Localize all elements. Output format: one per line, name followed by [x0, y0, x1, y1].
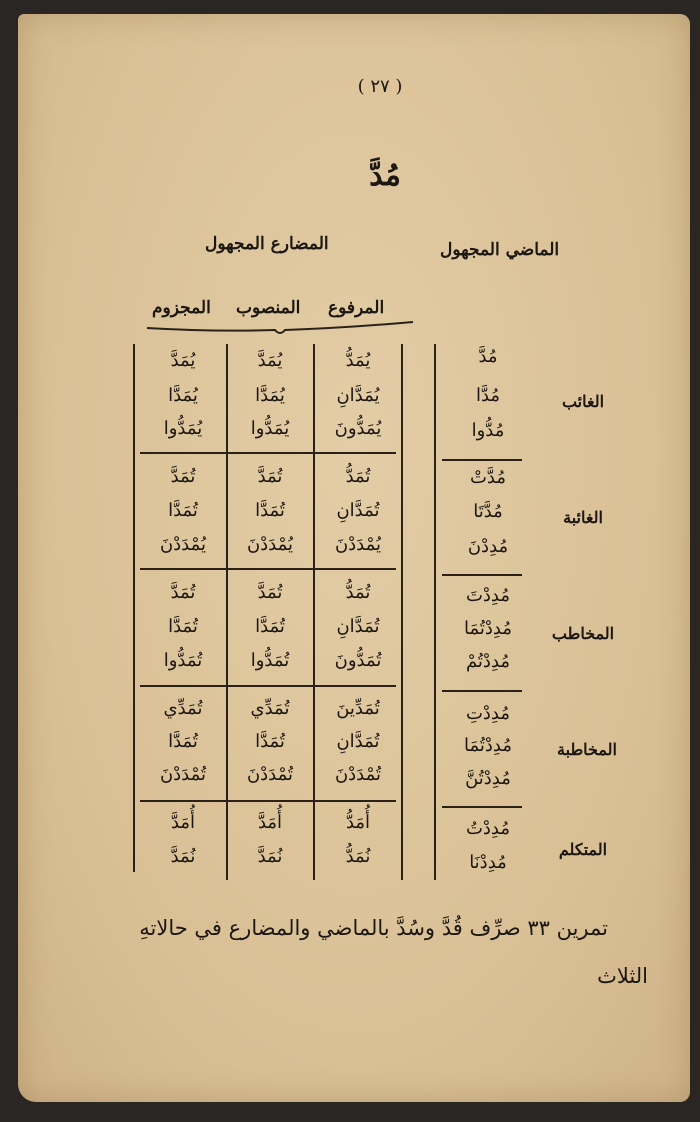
mansub-cell: تُمَدَّا — [255, 616, 285, 637]
row-sep-past — [442, 690, 522, 692]
root-verb: مُدَّ — [369, 158, 401, 193]
person-label: الغائبة — [563, 508, 603, 527]
mansub-cell: أُمَدَّ — [257, 812, 283, 833]
mansub-cell: تُمْدَدْنَ — [246, 764, 294, 785]
majzum-cell: تُمَدَّا — [168, 731, 198, 752]
mansub-cell: يُمَدَّا — [255, 385, 285, 406]
marfu-cell: يُمَدُّ — [345, 350, 371, 371]
past-cell: مُدِدْتِ — [465, 703, 511, 724]
marfu-cell: تُمْدَدْنَ — [334, 764, 382, 785]
past-cell: مُدِدْنَ — [467, 536, 509, 557]
majzum-cell: تُمْدَدْنَ — [159, 764, 207, 785]
header-past-passive: الماضي المجهول — [440, 240, 560, 260]
page-number: ( ٢٧ ) — [357, 76, 403, 97]
marfu-cell: نُمَدُّ — [345, 846, 371, 867]
person-label: الغائب — [561, 392, 605, 411]
past-cell: مُدَّا — [475, 385, 501, 406]
row-sep-present — [140, 685, 396, 687]
marfu-cell: تُمَدَّانِ — [336, 616, 380, 637]
person-label: المخاطب — [551, 624, 615, 643]
majzum-cell: يُمْدَدْنَ — [159, 534, 207, 555]
header-present-passive: المضارع المجهول — [205, 234, 329, 254]
header-brace — [145, 318, 415, 342]
majzum-cell: تُمَدِّي — [163, 698, 203, 719]
marfu-cell: تُمَدَّانِ — [336, 500, 380, 521]
majzum-cell: تُمَدَّ — [170, 466, 196, 487]
row-sep-past — [442, 806, 522, 808]
past-cell: مُدِدْتُمْ — [465, 651, 511, 672]
row-sep-past — [442, 459, 522, 461]
marfu-cell: يُمَدُّونَ — [334, 418, 382, 439]
exercise-line-2: الثلاث — [597, 964, 648, 988]
majzum-cell: تُمَدَّا — [168, 616, 198, 637]
marfu-cell: تُمَدُّونَ — [334, 650, 382, 671]
majzum-cell: نُمَدَّ — [170, 846, 196, 867]
mansub-cell: يُمْدَدْنَ — [246, 534, 294, 555]
row-sep-present — [140, 800, 396, 802]
marfu-cell: تُمَدُّ — [345, 582, 371, 603]
past-cell: مُدِدْتُمَا — [463, 735, 512, 756]
mansub-cell: نُمَدَّ — [257, 846, 283, 867]
majzum-cell: يُمَدَّ — [170, 350, 196, 371]
mansub-cell: تُمَدِّي — [250, 698, 290, 719]
mansub-cell: تُمَدَّا — [255, 500, 285, 521]
majzum-cell: يُمَدُّوا — [163, 418, 203, 439]
past-cell: مُدَّتْ — [469, 467, 507, 488]
majzum-cell: أُمَدَّ — [170, 812, 196, 833]
marfu-cell: يُمَدَّانِ — [336, 385, 380, 406]
majzum-cell: تُمَدَّا — [168, 500, 198, 521]
marfu-cell: تُمَدُّ — [345, 466, 371, 487]
row-sep-present — [140, 452, 396, 454]
mansub-cell: يُمَدُّوا — [250, 418, 290, 439]
mansub-cell: يُمَدَّ — [257, 350, 283, 371]
past-cell: مُدَّتَا — [473, 501, 503, 522]
mansub-cell: تُمَدَّ — [257, 466, 283, 487]
row-sep-past — [442, 574, 522, 576]
marfu-cell: تُمَدَّانِ — [336, 731, 380, 752]
past-cell: مُدِدْتُ — [465, 818, 511, 839]
mansub-cell: تُمَدَّا — [255, 731, 285, 752]
marfu-cell: يُمْدَدْنَ — [334, 534, 382, 555]
person-label: المتكلم — [558, 840, 608, 859]
row-sep-present — [140, 568, 396, 570]
header-majzum: المجزوم — [152, 298, 211, 318]
divider-majzum-left — [133, 344, 135, 872]
header-mansub: المنصوب — [236, 298, 301, 318]
past-cell: مُدُّوا — [471, 420, 505, 441]
past-cell: مُدَّ — [478, 346, 498, 367]
past-cell: مُدِدْتُنَّ — [465, 768, 511, 789]
past-cell: مُدِدْتُمَا — [463, 618, 512, 639]
marfu-cell: تُمَدِّينَ — [336, 698, 380, 719]
divider-marfu-right — [401, 344, 403, 880]
majzum-cell: تُمَدُّوا — [163, 650, 203, 671]
divider-past — [434, 344, 436, 880]
person-label: المخاطبة — [557, 740, 617, 759]
marfu-cell: أُمَدُّ — [345, 812, 371, 833]
mansub-cell: تُمَدُّوا — [250, 650, 290, 671]
past-cell: مُدِدْتَ — [465, 585, 511, 606]
exercise-line-1: تمرين ٣٣ صرِّف قُدَّ وسُدَّ بالماضي والمضارع في حالاتهِ — [139, 916, 608, 940]
mansub-cell: تُمَدَّ — [257, 582, 283, 603]
majzum-cell: تُمَدَّ — [170, 582, 196, 603]
majzum-cell: يُمَدَّا — [168, 385, 198, 406]
past-cell: مُدِدْنَا — [469, 852, 507, 873]
header-marfu: المرفوع — [328, 298, 385, 318]
